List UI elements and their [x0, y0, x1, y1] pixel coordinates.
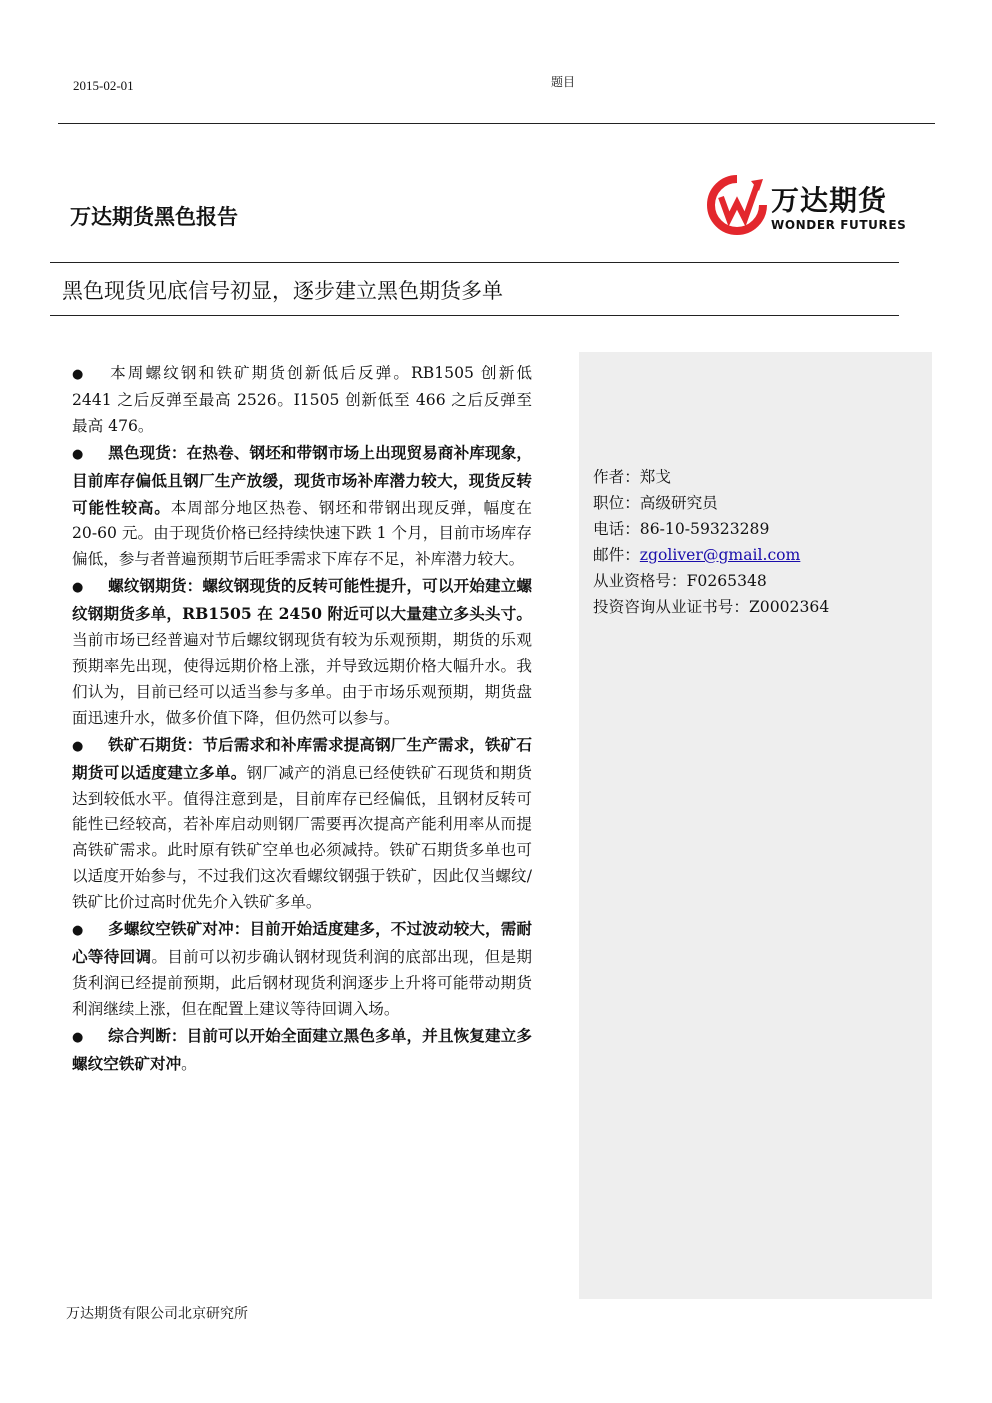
- headline: 黑色现货见底信号初显，逐步建立黑色期货多单: [62, 279, 503, 303]
- logo-name-cn: 万达期货: [771, 184, 888, 217]
- headline-top-rule: [50, 262, 899, 263]
- bullet-icon: ●: [72, 923, 84, 939]
- author-email-row: [593, 543, 829, 569]
- author-advisor-row: [593, 595, 829, 621]
- bullet-text: 。目前可以初步确认钢材现货利润的底部出现，但是期货利润已经提前预期，此后钢材现货利润逐步上升将可能带动期货利润继续上涨，但在配置上建议等待回调入场。: [72, 947, 532, 1018]
- author-email-label: 邮件：: [593, 545, 640, 564]
- bullet-bold-text: 螺纹钢期货：螺纹钢现货的反转可能性提升，可以开始建立螺纹钢期货多单，RB1505 在 2450 附近可以大量建立多头头寸。: [72, 576, 532, 624]
- headline-bottom-rule: [50, 315, 899, 316]
- bullet-item: [72, 573, 532, 731]
- author-name-row: [593, 465, 829, 491]
- bullet-bold-text: 综合判断：目前可以开始全面建立黑色多单，并且恢复建立多螺纹空铁矿对冲: [72, 1025, 532, 1073]
- bullet-item: [72, 440, 532, 574]
- bullet-text: 本周螺纹钢和铁矿期货创新低后反弹。RB1505 创新低 2441 之后反弹至最高 2526。I1505 创新低至 466 之后反弹至最高 476。: [72, 364, 532, 435]
- bullet-text: 当前市场已经普遍对节后螺纹钢现货有较为乐观预期，期货的乐观预期率先出现，使得远期价格上涨，并导致远期价格大幅升水。我们认为，目前已经可以适当参与多单。由于市场乐观预期，期货盘面迅速升水，做多价值下降，但仍然可以参与。: [72, 631, 532, 727]
- footer-org: 万达期货有限公司北京研究所: [66, 1306, 248, 1322]
- bullet-text: 钢厂减产的消息已经使铁矿石现货和期货达到较低水平。值得注意到是，目前库存已经偏低，且钢材反转可能性已经较高，若补库启动则钢厂需要再次提高产能利用率从而提高铁矿需求。此时原有铁矿空单也必须减持。铁矿石期货多单也可以适度开始参与，不过我们这次看螺纹钢强于铁矿，因此仅当螺纹/铁矿比价过高时优先介入铁矿多单。: [72, 763, 532, 912]
- header-rule: [58, 123, 935, 124]
- author-phone: 86-10-59323289: [639, 519, 770, 538]
- main-content: [72, 360, 532, 1077]
- bullet-item: [72, 360, 532, 440]
- author-title-label: 职位：: [593, 493, 640, 512]
- author-name-label: 作者：: [593, 468, 640, 486]
- bullet-bold-text: 黑色现货：在热卷、钢坯和带钢市场上出现贸易商补库现象，目前库存偏低且钢厂生产放缓，现货市场补库潜力较大，现货反转可能性较高。: [72, 442, 532, 517]
- qualification-number: F0265348: [686, 571, 767, 590]
- bullet-icon: ●: [72, 446, 84, 462]
- bullet-item: [72, 916, 532, 1023]
- header-title: 题目: [551, 75, 576, 89]
- bullet-icon: ●: [72, 738, 84, 754]
- company-logo: [707, 175, 917, 233]
- author-title: 高级研究员: [639, 493, 718, 512]
- author-qualification-row: [593, 569, 829, 595]
- bullet-item: [72, 732, 532, 916]
- qualification-label: 从业资格号：: [593, 571, 687, 590]
- logo-name-en: WONDER FUTURES: [771, 218, 907, 232]
- bullet-text: 本周部分地区热卷、钢坯和带钢出现反弹，幅度在 20-60 元。由于现货价格已经持续快速下跌 1 个月，目前市场库存偏低，参与者普遍预期节后旺季需求下库存不足，补库潜力较大。: [72, 498, 532, 569]
- bullet-bold-text: 多螺纹空铁矿对冲：目前开始适度建多，不过波动较大，需耐心等待回调: [72, 919, 532, 966]
- bullet-item: [72, 1023, 532, 1078]
- bullet-text: 。: [181, 1054, 197, 1073]
- author-email-link[interactable]: zgoliver@gmail.com: [639, 545, 801, 564]
- report-name: 万达期货黑色报告: [70, 205, 238, 229]
- wonder-futures-logo-icon: [707, 175, 767, 235]
- header-date: 2015-02-01: [73, 78, 134, 93]
- advisor-label: 投资咨询从业证书号：: [593, 597, 749, 616]
- author-name: 郑戈: [639, 468, 671, 486]
- author-phone-row: [593, 517, 829, 543]
- author-info: [593, 465, 829, 620]
- bullet-icon: ●: [72, 580, 84, 596]
- author-phone-label: 电话：: [593, 519, 640, 538]
- author-title-row: [593, 491, 829, 517]
- bullet-bold-text: 铁矿石期货：节后需求和补库需求提高钢厂生产需求，铁矿石期货可以适度建立多单。: [72, 734, 532, 782]
- advisor-number: Z0002364: [748, 597, 830, 616]
- bullet-icon: ●: [72, 367, 84, 382]
- bullet-icon: ●: [72, 1029, 84, 1045]
